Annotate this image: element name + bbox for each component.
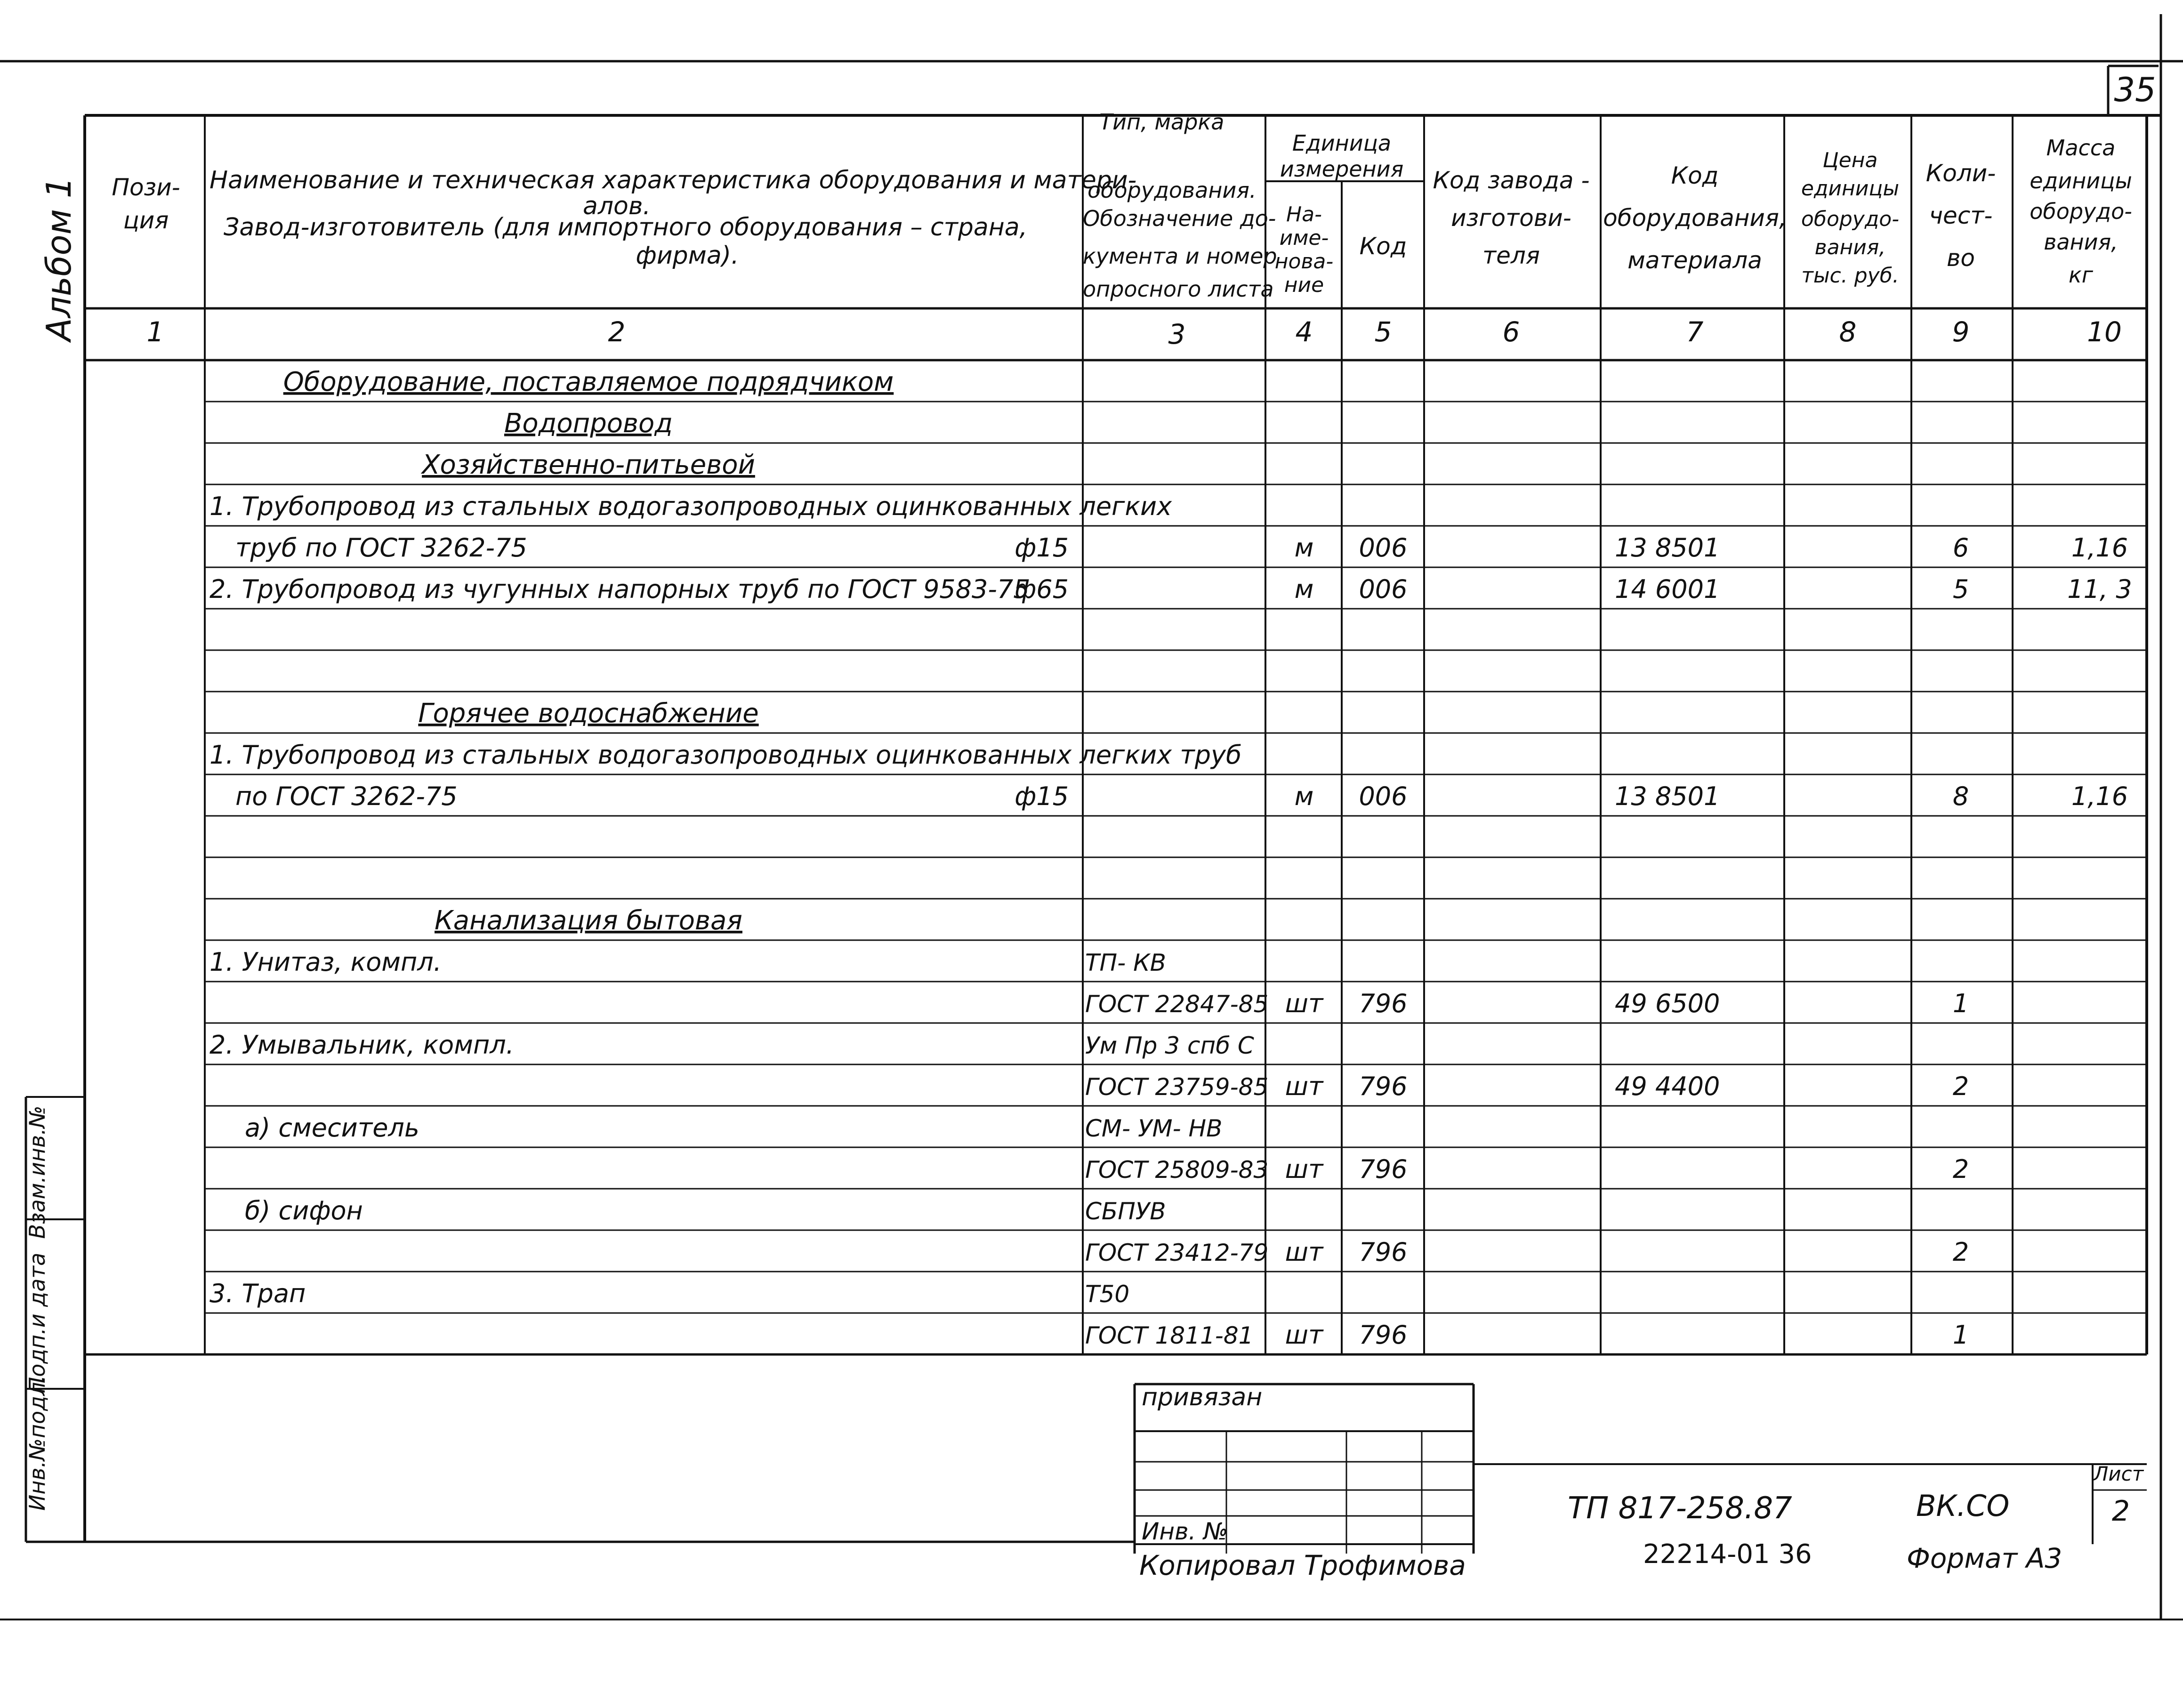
item-quantity: 1 — [1952, 1320, 1969, 1350]
column-number: 3 — [1168, 318, 1186, 350]
table-body — [209, 367, 2132, 1350]
item-unit: шт — [1285, 1072, 1323, 1101]
table-header — [112, 109, 2132, 302]
item-quantity: 1 — [1952, 989, 1969, 1018]
item-name: 1. Трубопровод из стальных водогазопроводных оцинкованных легких труб — [209, 740, 1242, 770]
item-type: Ум Пр 3 спб С — [1085, 1032, 1254, 1059]
item-type: ГОСТ 1811-81 — [1085, 1322, 1254, 1349]
item-type: ГОСТ 25809-83 — [1085, 1156, 1269, 1184]
item-name: 3. Трап — [209, 1279, 306, 1308]
item-material-code: 49 6500 — [1615, 989, 1720, 1018]
column-number: 1 — [146, 316, 164, 348]
column-number: 9 — [1952, 316, 1970, 348]
item-type: ГОСТ 23412-79 — [1085, 1239, 1269, 1266]
item-type: СМ- УМ- НВ — [1085, 1115, 1223, 1142]
header-unit-name: На-име-нова-ние — [1274, 202, 1334, 297]
item-unit-code: 006 — [1359, 574, 1408, 604]
item-type: ГОСТ 23759-85 — [1085, 1073, 1269, 1101]
section-heading: Водопровод — [504, 408, 673, 439]
item-type: Т50 — [1085, 1281, 1130, 1308]
item-unit: м — [1294, 533, 1314, 563]
header-quantity: Коли-чест-во — [1925, 160, 1996, 272]
item-unit-code: 006 — [1359, 781, 1408, 811]
item-quantity: 8 — [1952, 781, 1969, 811]
item-unit: м — [1294, 574, 1314, 604]
item-unit-code: 796 — [1359, 1154, 1408, 1184]
side-stamp-vzam-inv: Взам.инв.№ — [24, 1105, 50, 1239]
item-name: б) сифон — [245, 1196, 363, 1225]
item-diameter: ф65 — [1015, 574, 1069, 604]
item-diameter: ф15 — [1015, 533, 1069, 563]
title-block — [1139, 1383, 2144, 1581]
header-unit-group: Единица измерения — [1280, 130, 1404, 182]
item-name: по ГОСТ 3262-75 — [235, 781, 458, 811]
header-price: Цена единицы оборудо-вания, тыс. руб. — [1801, 148, 1900, 288]
side-stamp-inv-podl: Инв.№подл. — [24, 1375, 50, 1511]
header-equipment-code: Код оборудования, материала — [1603, 162, 1787, 274]
item-name: а) смеситель — [245, 1113, 419, 1143]
item-name: 2. Умывальник, компл. — [209, 1030, 514, 1060]
item-name: 1. Унитаз, компл. — [209, 947, 442, 977]
album-label: Альбом 1 — [39, 177, 79, 341]
header-mass: Масса единицы оборудо-вания, кг — [2030, 135, 2132, 288]
column-number: 4 — [1295, 316, 1313, 348]
column-numbers — [147, 316, 2122, 350]
item-type: ГОСТ 22847-85 — [1085, 991, 1269, 1018]
item-unit-code: 796 — [1359, 1072, 1408, 1101]
item-unit: шт — [1285, 1237, 1323, 1267]
header-unit-code: Код — [1359, 233, 1407, 260]
section-heading: Канализация бытовая — [435, 905, 742, 936]
item-material-code: 49 4400 — [1615, 1072, 1720, 1101]
column-number: 6 — [1502, 316, 1520, 348]
item-material-code: 13 8501 — [1615, 781, 1720, 811]
tied-label: привязан — [1142, 1383, 1263, 1411]
item-name: 1. Трубопровод из стальных водогазопроводных оцинкованных легких — [209, 491, 1172, 521]
item-diameter: ф15 — [1015, 781, 1069, 811]
item-name: труб по ГОСТ 3262-75 — [235, 533, 527, 563]
item-mass: 11, 3 — [2067, 574, 2132, 604]
copied-by: Копировал Трофимова — [1139, 1549, 1466, 1581]
section-heading: Горячее водоснабжение — [418, 698, 759, 729]
column-number: 2 — [608, 316, 626, 348]
item-unit-code: 796 — [1359, 1237, 1408, 1267]
item-mass: 1,16 — [2071, 533, 2128, 563]
document-code: ТП 817-258.87 — [1568, 1491, 1792, 1526]
section-heading: Оборудование, поставляемое подрядчиком — [283, 367, 894, 397]
item-mass: 1,16 — [2071, 781, 2128, 811]
order-number: 22214-01 36 — [1643, 1539, 1812, 1570]
format-label: Формат А3 — [1907, 1542, 2062, 1574]
header-position: Пози-ция — [112, 174, 180, 234]
item-name: 2. Трубопровод из чугунных напорных труб по ГОСТ 9583-75 — [209, 574, 1030, 604]
item-type: СБПУВ — [1085, 1198, 1166, 1225]
side-stamp-sign-date: Подп.и дата — [24, 1252, 50, 1394]
item-quantity: 2 — [1952, 1154, 1969, 1184]
column-number: 5 — [1374, 316, 1392, 348]
item-material-code: 13 8501 — [1615, 533, 1720, 563]
section-heading: Хозяйственно-питьевой — [422, 450, 755, 480]
header-factory-code: Код завода -изготови-теля — [1433, 167, 1590, 269]
page-number: 35 — [2114, 71, 2156, 109]
column-number: 7 — [1686, 316, 1704, 348]
item-unit: шт — [1285, 989, 1323, 1018]
header-name: Наименование и техническая характеристика оборудования и матери-алов. Завод-изготовитель (для импортного оборудования – страна, фирма). — [209, 166, 1137, 270]
sheet-number: 2 — [2111, 1495, 2130, 1528]
inventory-label: Инв. № — [1142, 1518, 1228, 1545]
sheet-label: Лист — [2093, 1462, 2144, 1485]
item-unit-code: 006 — [1359, 533, 1408, 563]
item-quantity: 2 — [1952, 1237, 1969, 1267]
item-quantity: 5 — [1952, 574, 1969, 604]
item-unit-code: 796 — [1359, 1320, 1408, 1350]
item-quantity: 2 — [1952, 1072, 1969, 1101]
item-unit: шт — [1285, 1154, 1323, 1184]
header-type: Тип, марка оборудования. Обозначение до-кумента и номер опросного листа — [1083, 109, 1277, 302]
column-number: 8 — [1839, 316, 1857, 348]
item-unit: шт — [1285, 1320, 1323, 1350]
item-material-code: 14 6001 — [1615, 574, 1720, 604]
item-quantity: 6 — [1952, 533, 1969, 563]
item-type: ТП- КВ — [1085, 949, 1166, 976]
column-number: 10 — [2087, 316, 2122, 348]
item-unit-code: 796 — [1359, 989, 1408, 1018]
item-unit: м — [1294, 781, 1314, 811]
set-code: ВК.СО — [1916, 1489, 2010, 1523]
